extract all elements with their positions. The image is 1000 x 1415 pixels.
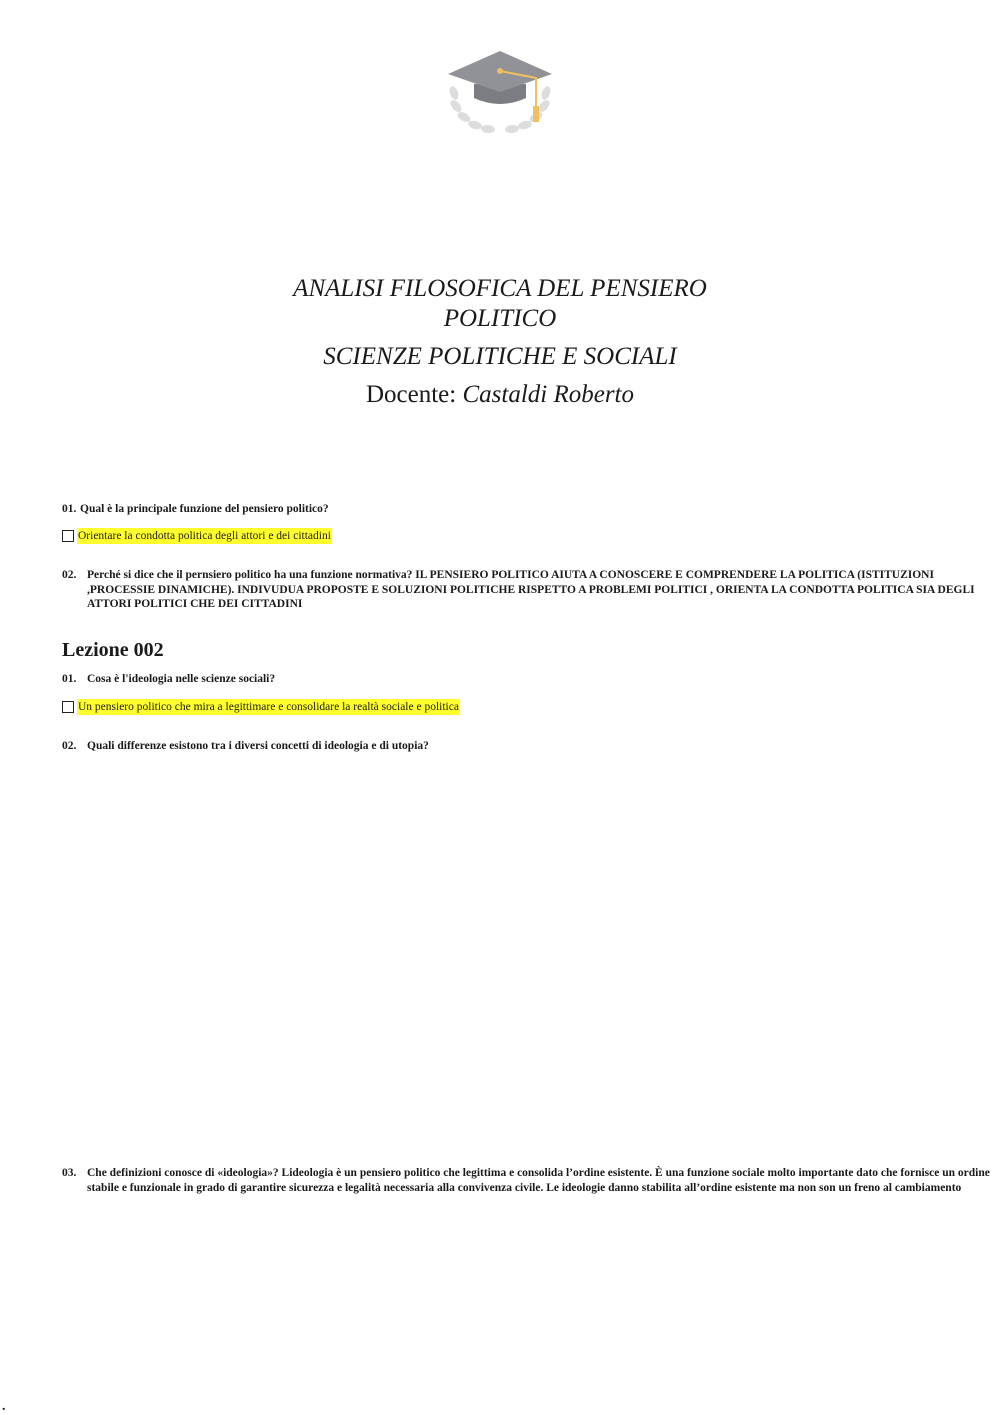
question-number: 01.	[62, 503, 77, 515]
answer-text-highlighted: Un pensiero politico che mira a legittimare e consolidare la realtà sociale e politica	[78, 701, 459, 713]
docente-name: Castaldi Roberto	[462, 381, 635, 408]
question-01	[62, 672, 990, 687]
question-text: Perché si dice che il pernsiero politico ha una funzione normativa? IL PENSIERO POLITICO AIUTA A CONOSCERE E COMPRENDERE LA POLITICA (ISTITUZIONI ,PROCESSIE DINAMICHE). INDIVUDUA PROPOSTE E SOLUZIONI POLITICHE RISPETTO A PROBLEMI POLITICI , ORIENTA LA CONDOTTA POLITICA SIA DEGLI ATTORI POLITICI CHE DEI CITTADINI	[87, 569, 975, 610]
question-01	[62, 502, 990, 517]
question-number: 02.	[62, 569, 77, 581]
course-title-line-2: POLITICO	[443, 305, 557, 332]
question-text: Che definizioni conosce di «ideologia»? Lideologia è un pensiero politico che legittima e consolida l’ordine esistente. È una funzione sociale molto importante dato che fornisce un ordine stabile e funzionale in grado di garantire sicurezza e legalità necessaria alla convivenza civile. Le ideologie danno stabilita all’ordine esistente ma non son un freno al cambiamento	[87, 1167, 990, 1194]
answer-option[interactable]	[62, 528, 332, 544]
question-number: 03.	[62, 1167, 77, 1179]
answer-text-highlighted: Orientare la condotta politica degli attori e dei cittadini	[78, 530, 331, 542]
docente-line	[0, 380, 1000, 410]
question-02	[62, 568, 990, 612]
lesson-heading: Lezione 002	[62, 639, 164, 661]
answer-option[interactable]	[62, 699, 460, 715]
docente-label: Docente:	[365, 381, 457, 408]
question-number: 01.	[62, 673, 77, 685]
question-03	[62, 1166, 990, 1195]
document-header	[0, 274, 1000, 410]
question-text: Cosa è l'ideologia nelle scienze sociali?	[87, 673, 276, 685]
question-02	[62, 739, 990, 754]
graduation-cap-icon	[444, 48, 556, 134]
answer-checkbox[interactable]	[62, 530, 74, 542]
course-title-line-1: ANALISI FILOSOFICA DEL PENSIERO	[293, 275, 707, 302]
answer-checkbox[interactable]	[62, 701, 74, 713]
question-text: Quali differenze esistono tra i diversi concetti di ideologia e di utopia?	[87, 740, 429, 752]
course-subtitle: SCIENZE POLITICHE E SOCIALI	[323, 343, 677, 370]
question-text: Qual è la principale funzione del pensiero politico?	[80, 503, 329, 515]
page-footer-mark: .	[2, 1399, 6, 1414]
question-number: 02.	[62, 740, 77, 752]
